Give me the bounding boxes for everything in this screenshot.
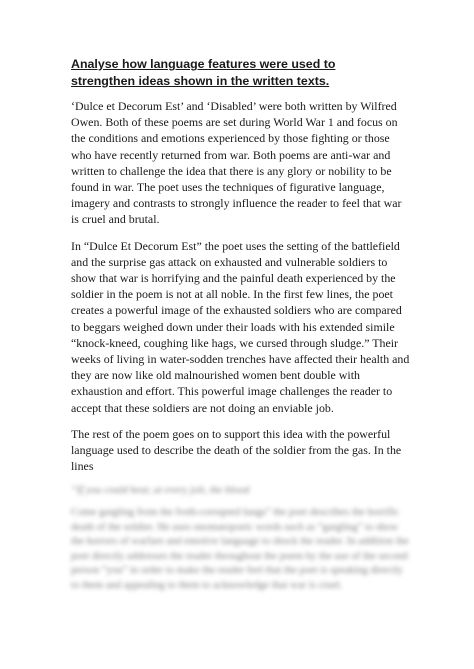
- blurred-preview: [71, 484, 414, 593]
- blurred-paragraph: Come gargling from the froth-corrupted lungs” the poet describes the horrific death of the soldier. He uses onomatopoeic words such as “gargling” to show the horrors of warfare and emotive language to shock the reader. In addition the poet directly addresses the reader throughout the poem by the use of the second person “you” in order to make the reader feel that the poet is speaking directly to them and appealing to them to acknowledge that war is cruel.: [71, 507, 409, 592]
- essay-heading: Analyse how language features were used to strengthen ideas shown in the written texts.: [71, 57, 336, 88]
- blurred-quote: “If you could hear, at every jolt, the blood: [71, 485, 250, 497]
- paragraph-rest: The rest of the poem goes on to support this idea with the powerful language used to describe the death of the soldier from the gas. In the lines: [71, 426, 402, 474]
- paragraph-dulce: In “Dulce Et Decorum Est” the poet uses the setting of the battlefield and the surprise gas attack on exhausted and vulnerable soldiers to show that war is horrifying and the painful death experienced by the soldier in the poem is not at all noble. In the first few lines, the poet creates a powerful image of the exhausted soldiers who are compared to beggars weighed down under their loads with his extended simile “knock-kneed, coughing like hags, we cursed through sludge.” Their weeks of living in water-sodden trenches have affected their health and they are now like old malnourished women bent double with exhaustion and effort. This powerful image challenges the reader to accept that these soldiers are not doing an enviable job.: [71, 238, 410, 415]
- paragraph-intro: ‘Dulce et Decorum Est’ and ‘Disabled’ were both written by Wilfred Owen. Both of these poems are set during World War 1 and focus on the conditions and emotions experienced by those fighting or those who have recently returned from war. Both poems are anti-war and written to challenge the idea that there is any glory or nobility to be found in war. The poet uses the techniques of figurative language, imagery and contrasts to strongly influence the reader to feel that war is cruel and brutal.: [71, 99, 402, 227]
